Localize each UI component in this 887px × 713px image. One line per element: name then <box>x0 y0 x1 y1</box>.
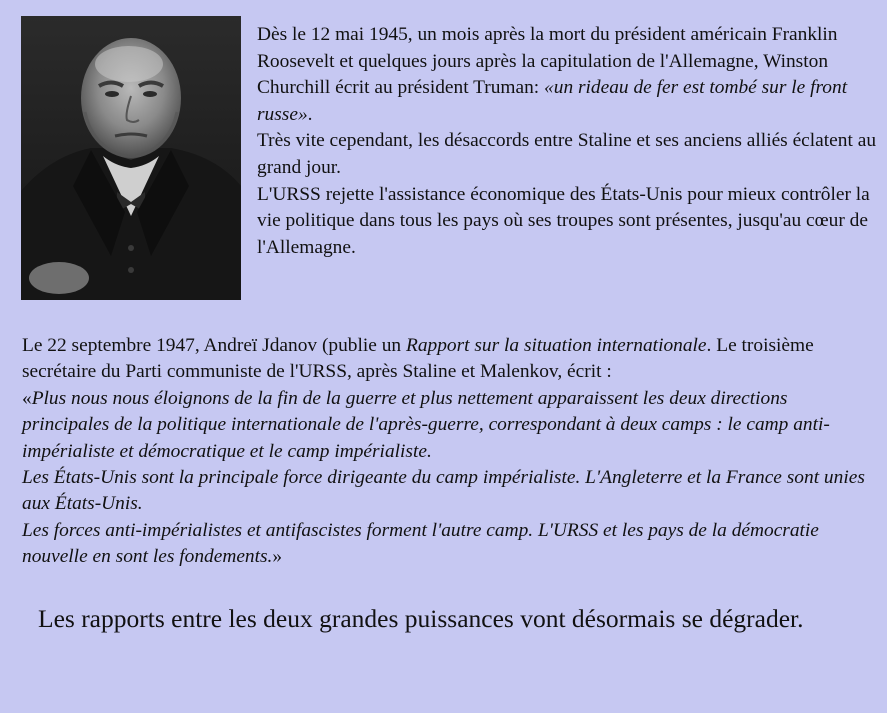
paragraph-disagreements: Très vite cependant, les désaccords entre Staline et ses anciens alliés éclatent au grand jour. <box>257 130 877 178</box>
report-title: Rapport sur la situation internationale <box>405 335 707 356</box>
intro-part-b: . Le troisième secrétaire du Parti communiste de l'URSS, après Staline et Malenkov, écrit : <box>22 335 814 383</box>
jdanov-quote-1 <box>22 386 877 465</box>
quote-close-mark: » <box>272 546 283 568</box>
churchill-portrait <box>21 16 241 300</box>
paragraph-iron-curtain <box>257 22 877 128</box>
churchill-context-text <box>257 22 877 261</box>
conclusion-text: Les rapports entre les deux grandes puissances vont désormais se dégrader. <box>38 604 804 633</box>
jdanov-intro <box>22 333 877 386</box>
paragraph-ussr-rejection: L'URSS rejette l'assistance économique des États-Unis pour mieux contrôler la vie politique dans tous les pays où ses troupes sont présentes, jusqu'au cœur de l'Allemagne. <box>257 183 870 258</box>
quote-open-mark: « <box>22 387 32 409</box>
quote-text-3: Les forces anti-impérialistes et antifascistes forment l'autre camp. L'URSS et les pays de la démocratie nouvelle en sont les fondements. <box>22 519 819 568</box>
jdanov-report-text <box>22 333 877 571</box>
jdanov-quote-3 <box>22 518 877 571</box>
quote-text-1: Plus nous nous éloignons de la fin de la guerre et plus nettement apparaissent les deux directions principales de la politique internationale de l'après-guerre, correspondant à deux camps : le camp anti-impérialiste et démocratique et le camp impérialiste. <box>22 387 830 462</box>
paragraph-end: . <box>307 103 313 125</box>
intro-part-a: Le 22 septembre 1947, Andreï Jdanov (publie un <box>22 335 406 356</box>
paragraph-text: Dès le 12 mai 1945, un mois après la mort du président américain Franklin Roosevelt et quelques jours après la capitulation de l'Allemagne, Winston Churchill écrit au président Truman: <box>257 24 838 99</box>
iron-curtain-quote: «un rideau de fer est tombé sur le front russe» <box>257 77 848 125</box>
jdanov-quote-2: Les États-Unis sont la principale force dirigeante du camp impérialiste. L'Angleterre et la France sont unies aux États-Unis. <box>22 467 865 515</box>
